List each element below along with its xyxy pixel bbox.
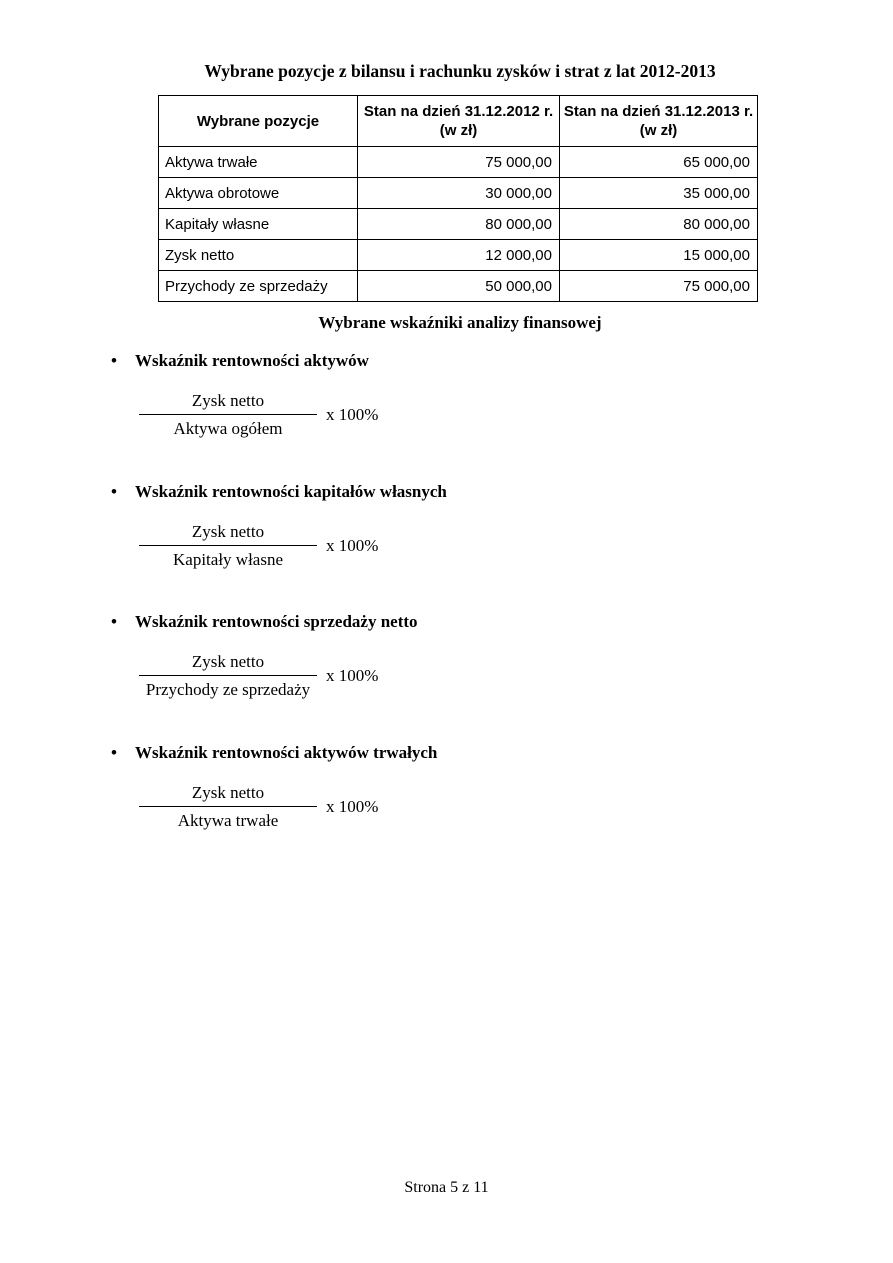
fraction-multiplier: x 100% xyxy=(326,666,379,685)
fraction-multiplier: x 100% xyxy=(326,536,379,555)
formula xyxy=(139,390,631,439)
indicator-item-roe xyxy=(111,481,631,570)
table-row xyxy=(159,147,758,178)
column-header-unit: (w zł) xyxy=(639,122,678,139)
table-row xyxy=(159,209,758,240)
fraction-numerator: Zysk netto xyxy=(139,651,317,676)
fraction-multiplier: x 100% xyxy=(326,405,379,424)
indicator-item-roa xyxy=(111,350,631,439)
value-2012: 12 000,00 xyxy=(358,240,560,271)
indicator-title: Wskaźnik rentowności sprzedaży netto xyxy=(135,612,418,631)
fraction xyxy=(139,521,317,570)
indicator-head xyxy=(111,742,631,763)
formula xyxy=(139,782,631,831)
indicator-head xyxy=(111,611,631,632)
table-row xyxy=(159,178,758,209)
indicator-title: Wskaźnik rentowności aktywów xyxy=(135,351,369,370)
value-2013: 35 000,00 xyxy=(560,178,758,209)
table-title: Wybrane pozycje z bilansu i rachunku zysków i strat z lat 2012-2013 xyxy=(204,61,716,81)
table-row xyxy=(159,240,758,271)
indicator-title: Wskaźnik rentowności aktywów trwałych xyxy=(135,743,438,762)
fraction xyxy=(139,390,317,439)
column-header-unit: (w zł) xyxy=(439,122,478,139)
fraction-numerator: Zysk netto xyxy=(139,521,317,546)
fraction xyxy=(139,782,317,831)
table-header-row xyxy=(159,96,758,147)
column-header-label: Stan na dzień 31.12.2012 r. xyxy=(363,103,554,120)
indicator-item-rofa xyxy=(111,742,631,831)
value-2013: 15 000,00 xyxy=(560,240,758,271)
indicator-title: Wskaźnik rentowności kapitałów własnych xyxy=(135,482,447,501)
fraction-denominator: Aktywa trwałe xyxy=(177,811,279,830)
row-label: Kapitały własne xyxy=(159,209,358,240)
fraction-denominator: Przychody ze sprzedaży xyxy=(145,680,311,699)
fraction-numerator: Zysk netto xyxy=(139,390,317,415)
bullet-icon: • xyxy=(111,482,117,501)
value-2012: 50 000,00 xyxy=(358,271,560,302)
bullet-icon: • xyxy=(111,351,117,370)
formula xyxy=(139,521,631,570)
value-2013: 65 000,00 xyxy=(560,147,758,178)
column-header-2013 xyxy=(560,96,758,147)
indicator-head xyxy=(111,350,631,371)
row-label: Aktywa trwałe xyxy=(159,147,358,178)
value-2012: 30 000,00 xyxy=(358,178,560,209)
column-header-label: Wybrane pozycje xyxy=(196,112,320,130)
value-2013: 75 000,00 xyxy=(560,271,758,302)
row-label: Aktywa obrotowe xyxy=(159,178,358,209)
formula xyxy=(139,651,631,700)
row-label: Przychody ze sprzedaży xyxy=(159,271,358,302)
fraction xyxy=(139,651,317,700)
indicator-item-ros xyxy=(111,611,631,700)
fraction-denominator: Aktywa ogółem xyxy=(173,419,283,438)
row-label: Zysk netto xyxy=(159,240,358,271)
indicator-head xyxy=(111,481,631,502)
bullet-icon: • xyxy=(111,743,117,762)
value-2012: 80 000,00 xyxy=(358,209,560,240)
column-header-label: Stan na dzień 31.12.2013 r. xyxy=(563,103,754,120)
balance-table xyxy=(158,95,758,302)
fraction-denominator: Kapitały własne xyxy=(173,550,283,569)
section-heading: Wybrane wskaźniki analizy finansowej xyxy=(318,313,602,332)
table-row xyxy=(159,271,758,302)
column-header-items xyxy=(159,96,358,147)
page-footer: Strona 5 z 11 xyxy=(404,1179,489,1196)
bullet-icon: • xyxy=(111,612,117,631)
fraction-multiplier: x 100% xyxy=(326,797,379,816)
fraction-numerator: Zysk netto xyxy=(139,782,317,807)
column-header-2012 xyxy=(358,96,560,147)
value-2013: 80 000,00 xyxy=(560,209,758,240)
value-2012: 75 000,00 xyxy=(358,147,560,178)
